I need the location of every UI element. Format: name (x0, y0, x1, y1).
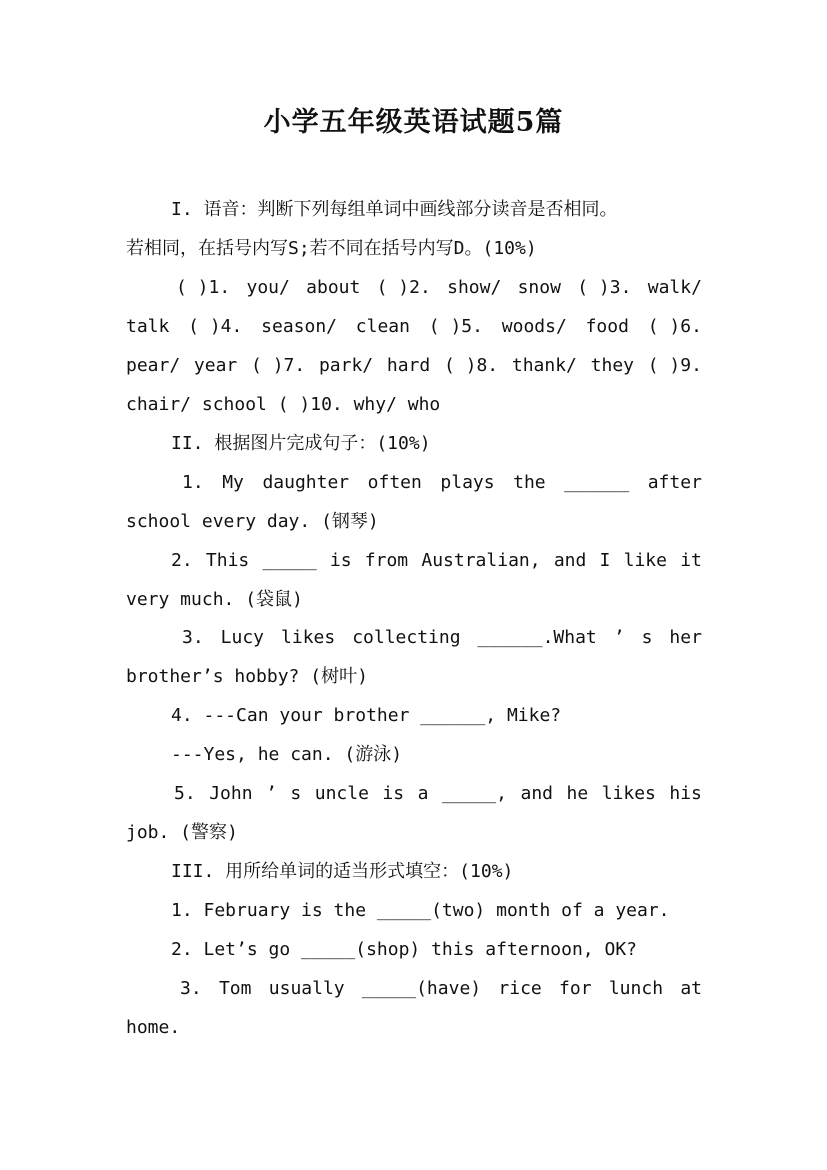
text-token: ( )8. (443, 355, 499, 376)
text-token: the (513, 472, 546, 493)
text-token: ( )5. (428, 316, 483, 337)
text-token: is (329, 550, 352, 571)
text-token: clean (355, 316, 410, 337)
text-token: like (623, 550, 667, 571)
text-token: ______ (564, 472, 630, 493)
text-token: ( )2. (376, 277, 431, 298)
text-token: s (641, 627, 653, 648)
text-token: likes (281, 627, 336, 648)
text-token: and (520, 783, 553, 804)
question-2-5-line1 (174, 781, 702, 807)
text-token: at (680, 978, 702, 999)
text-token: plays (440, 472, 495, 493)
text-token: 3. (182, 627, 204, 648)
question-2-1-line2: school every day. (钢琴) (126, 511, 379, 532)
text-token: 2. (171, 550, 193, 571)
text-token: ( )3. (577, 277, 632, 298)
text-token: hard (386, 355, 431, 376)
phonics-row-3 (126, 353, 702, 379)
text-token: ( )6. (647, 316, 702, 337)
text-token: 1. (182, 472, 204, 493)
text-token: 3. (180, 978, 202, 999)
text-token: likes (601, 783, 656, 804)
text-token: My (222, 472, 244, 493)
text-token: Tom (218, 978, 252, 999)
text-token: is (382, 783, 405, 804)
text-token: Lucy (220, 627, 265, 648)
question-2-2-line1 (171, 548, 702, 574)
phonics-row-2 (126, 314, 702, 340)
question-2-1-line1 (182, 470, 702, 496)
text-token: food (585, 316, 629, 337)
text-token: ( )4. (188, 316, 243, 337)
phonics-row-4: chair/ school ( )10. why/ who (126, 394, 441, 415)
text-token: _____(have) (361, 978, 482, 999)
question-2-4-line2: ---Yes, he can. (游泳) (171, 744, 403, 765)
text-token: 5. (174, 783, 196, 804)
text-token: ( )9. (647, 355, 702, 376)
text-token: uncle (314, 783, 369, 804)
phonics-row-1 (176, 275, 702, 301)
question-3-3-line2: home. (126, 1017, 181, 1038)
text-token: ( )1. (176, 277, 231, 298)
text-token: for (559, 978, 592, 999)
text-token: ’ (613, 627, 625, 648)
text-token: season/ (261, 316, 337, 337)
question-2-3-line1 (182, 625, 702, 651)
text-token: snow (517, 277, 561, 298)
section-2-heading: II. 根据图片完成句子：(10%) (171, 433, 431, 454)
text-token: they (590, 355, 634, 376)
text-token: ( )7. (251, 355, 306, 376)
text-token: pear/ (126, 355, 181, 376)
question-2-3-line2: brother’s hobby? (树叶) (126, 666, 368, 687)
text-token: Australian, (421, 550, 541, 571)
text-token: it (680, 550, 702, 571)
text-token: and (553, 550, 587, 571)
text-token: a (417, 783, 429, 804)
question-2-2-line2: very much. (袋鼠) (126, 589, 303, 610)
text-token: often (367, 472, 422, 493)
text-token: from (364, 550, 409, 571)
text-token: rice (498, 978, 542, 999)
section-1-instruction-line2: 若相同，在括号内写S;若不同在括号内写D。(10%) (126, 238, 537, 259)
question-3-1: 1. February is the _____(two) month of a year. (171, 900, 670, 921)
text-token: walk/ (647, 277, 702, 298)
section-1-instruction-line1: I. 语音：判断下列每组单词中画线部分读音是否相同。 (171, 199, 618, 220)
text-token: _____, (441, 783, 507, 804)
text-token: s (290, 783, 302, 804)
text-token: he (566, 783, 589, 804)
text-token: park/ (318, 355, 374, 376)
text-token: woods/ (501, 316, 567, 337)
text-token: ’ (266, 783, 277, 804)
text-token: her (669, 627, 702, 648)
text-token: I (599, 550, 611, 571)
question-3-2: 2. Let’s go _____(shop) this afternoon, OK? (171, 939, 637, 960)
page-title: 小学五年级英语试题5篇 (263, 107, 564, 138)
text-token: his (669, 783, 702, 804)
text-token: daughter (262, 472, 350, 493)
question-3-3-line1 (180, 976, 702, 1002)
section-3-heading: III. 用所给单词的适当形式填空：(10%) (171, 861, 514, 882)
question-2-4-line1: 4. ---Can your brother ______, Mike? (171, 705, 562, 726)
text-token: thank/ (511, 355, 577, 376)
text-token: lunch (608, 978, 664, 999)
text-token: show/ (447, 277, 502, 298)
text-token: year (193, 355, 238, 376)
text-token: talk (126, 316, 170, 337)
text-token: _____ (262, 550, 317, 571)
text-token: usually (268, 978, 345, 999)
text-token: after (647, 472, 702, 493)
text-token: John (209, 783, 253, 804)
question-2-5-line2: job. (警察) (126, 822, 238, 843)
text-token: about (306, 277, 361, 298)
text-token: ______.What (477, 627, 597, 648)
text-token: you/ (246, 277, 290, 298)
text-token: collecting (352, 627, 461, 648)
text-token: This (205, 550, 250, 571)
